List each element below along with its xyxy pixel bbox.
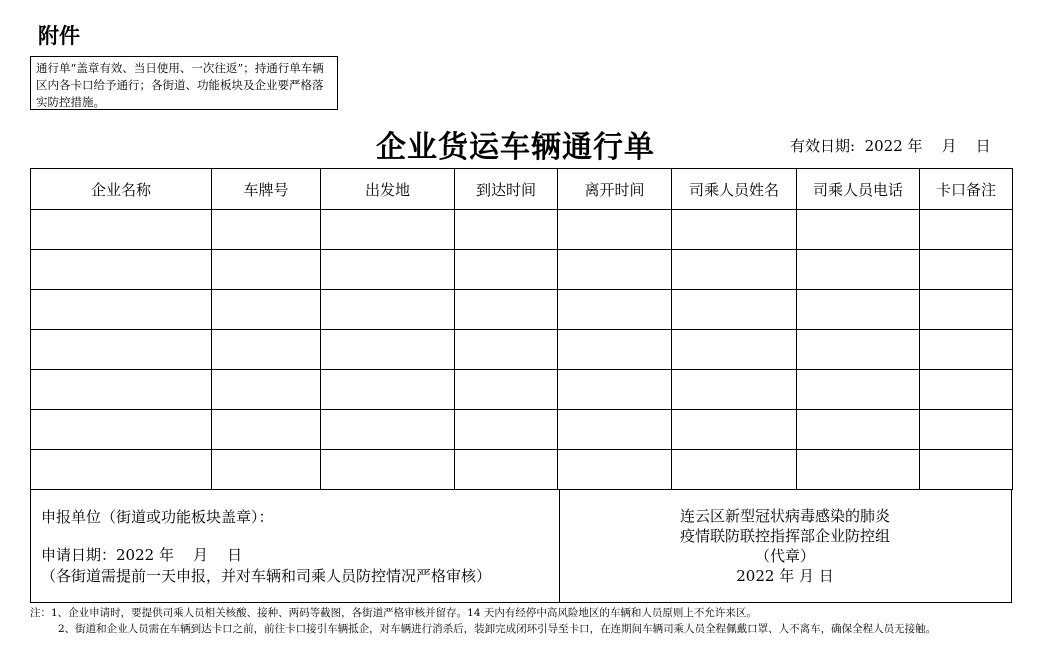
table-cell[interactable] [920,450,1013,490]
header-arrival-time: 到达时间 [455,169,558,210]
header-origin: 出发地 [321,169,455,210]
table-cell[interactable] [212,290,321,330]
authority-seal-note: （代章） [754,547,815,565]
table-cell[interactable] [672,370,797,410]
table-cell[interactable] [321,450,455,490]
header-company-name: 企业名称 [31,169,212,210]
header-driver-name: 司乘人员姓名 [672,169,797,210]
table-cell[interactable] [558,250,672,290]
table-cell[interactable] [455,370,558,410]
table-cell[interactable] [31,370,212,410]
table-cell[interactable] [455,290,558,330]
table-cell[interactable] [212,210,321,250]
table-cell[interactable] [558,370,672,410]
table-cell[interactable] [672,330,797,370]
authority-line: 连云区新型冠状病毒感染的肺炎 [679,507,890,525]
table-cell[interactable] [212,450,321,490]
table-cell[interactable] [920,210,1013,250]
table-cell[interactable] [455,250,558,290]
table-cell[interactable] [212,250,321,290]
table-cell[interactable] [321,330,455,370]
table-cell[interactable] [797,210,920,250]
table-cell[interactable] [558,450,672,490]
footnote-1: 注：1、企业申请时，要提供司乘人员相关核酸、接种、两码等截图，各街道严格审核并留存。14 天内有经停中高风险地区的车辆和人员原则上不允许来区。 [30,607,757,619]
table-row [31,250,1013,290]
table-cell[interactable] [31,250,212,290]
table-cell[interactable] [920,290,1013,330]
table-cell[interactable] [920,330,1013,370]
table-cell[interactable] [558,290,672,330]
header-checkpoint-remark: 卡口备注 [920,169,1013,210]
table-row [31,450,1013,490]
table-cell[interactable] [31,290,212,330]
table-cell[interactable] [321,290,455,330]
attachment-label: 附件 [38,24,80,48]
applicant-label: 申报单位（街道或功能板块盖章）： [41,508,274,526]
table-cell[interactable] [321,250,455,290]
header-departure-time: 离开时间 [558,169,672,210]
signature-area [30,489,1012,603]
authority-date: 2022 年 月 日 [736,567,834,585]
table-row [31,410,1013,450]
table-cell[interactable] [920,370,1013,410]
table-cell[interactable] [321,210,455,250]
pass-table [30,168,1013,490]
table-cell[interactable] [558,210,672,250]
table-cell[interactable] [558,410,672,450]
table-cell[interactable] [797,410,920,450]
footnotes [30,605,1015,637]
table-cell[interactable] [920,410,1013,450]
table-cell[interactable] [31,450,212,490]
table-cell[interactable] [455,410,558,450]
authority-line: 疫情联防联控指挥部企业防控组 [679,527,890,545]
table-cell[interactable] [797,330,920,370]
document-title: 企业货运车辆通行单 [376,130,655,165]
table-cell[interactable] [31,410,212,450]
table-row [31,370,1013,410]
table-cell[interactable] [321,370,455,410]
notice-box: 通行单“盖章有效、当日使用、一次往返”；持通行单车辆区内各卡口给予通行；各街道、功能板块及企业要严格落实防控措施。 [30,56,338,110]
table-cell[interactable] [455,210,558,250]
table-cell[interactable] [672,290,797,330]
table-cell[interactable] [797,250,920,290]
table-row [31,290,1013,330]
validity-date: 有效日期: 2022 年 月 日 [790,137,991,155]
table-cell[interactable] [455,450,558,490]
table-cell[interactable] [31,210,212,250]
apply-note: （各街道需提前一天申报，并对车辆和司乘人员防控情况严格审核） [41,567,492,585]
table-row [31,330,1013,370]
header-driver-phone: 司乘人员电话 [797,169,920,210]
footnote-2: 2、街道和企业人员需在车辆到达卡口之前，前往卡口接引车辆抵企，对车辆进行消杀后，装卸完成闭环引导至卡口，在连期间车辆司乘人员全程佩戴口罩、人不离车，确保全程人员无接触。 [58,623,937,635]
table-cell[interactable] [672,210,797,250]
header-plate-number: 车牌号 [212,169,321,210]
table-cell[interactable] [212,410,321,450]
table-cell[interactable] [558,330,672,370]
table-cell[interactable] [212,370,321,410]
table-cell[interactable] [672,250,797,290]
table-cell[interactable] [797,370,920,410]
applicant-section [31,489,560,602]
table-cell[interactable] [672,410,797,450]
authority-section [559,489,1011,602]
table-cell[interactable] [797,290,920,330]
table-row [31,210,1013,250]
table-cell[interactable] [321,410,455,450]
table-cell[interactable] [797,450,920,490]
apply-date: 申请日期：2022 年 月 日 [41,546,243,564]
table-cell[interactable] [31,330,212,370]
table-cell[interactable] [672,450,797,490]
table-cell[interactable] [455,330,558,370]
table-cell[interactable] [212,330,321,370]
table-cell[interactable] [920,250,1013,290]
